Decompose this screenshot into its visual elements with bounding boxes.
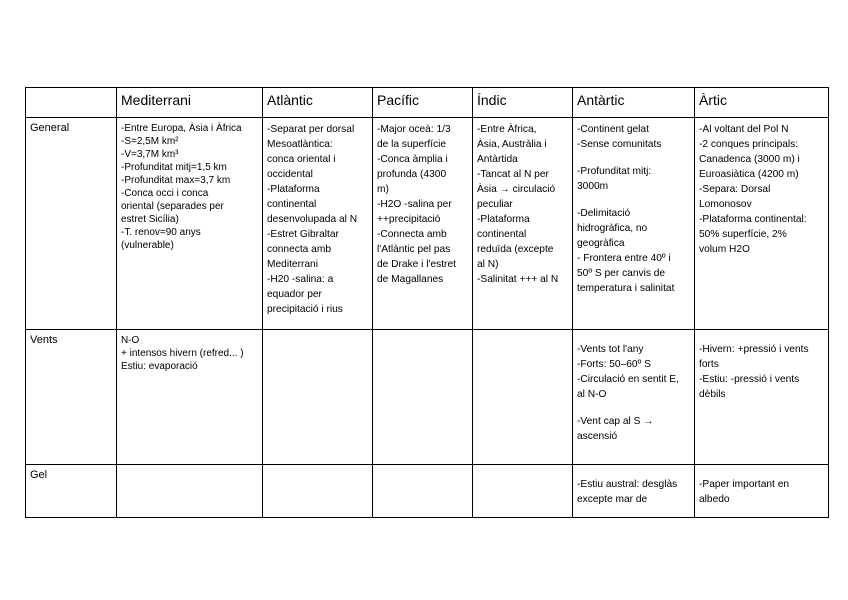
cell-text-line: m) [377, 184, 389, 195]
cell-text-line: Àsia → circulació [477, 184, 556, 195]
table-row-gel [26, 465, 829, 518]
cell-text-line: albedo [699, 494, 730, 505]
cell-text-line: ++precipitació [377, 214, 441, 225]
cell-gel-artic [695, 465, 829, 518]
cell-gel-antartic [573, 465, 695, 518]
cell-text-line: 50% superfície, 2% [699, 229, 787, 240]
cell-text-line: -Continent gelat [577, 124, 649, 135]
cell-text-line: -H2O -salina per [377, 199, 452, 210]
cell-text-line: equador per [267, 289, 322, 300]
cell-text-line: -Plataforma [267, 184, 320, 195]
cell-text-line: precipitació i rius [267, 304, 343, 315]
cell-blank-line [699, 469, 824, 477]
cell-vents-pacific [373, 330, 473, 465]
cell-text-line: forts [699, 359, 719, 370]
cell-text-line: Àsia, Austràlia i [477, 139, 547, 150]
cell-text-line: Mediterrani [267, 259, 318, 270]
cell-text-line: de Drake i l'estret [377, 259, 456, 270]
cell-general-artic [695, 118, 829, 330]
cell-text-line: hidrogràfica, no [577, 223, 648, 234]
cell-text-line: -Estiu austral: desglàs [577, 479, 678, 490]
cell-text-line: N-O [121, 335, 140, 346]
cell-gel-indic [473, 465, 573, 518]
cell-text-line: ascensió [577, 431, 618, 442]
cell-text-line: conca oriental i [267, 154, 336, 165]
cell-text-line: volum H2O [699, 244, 750, 255]
cell-text-line: 3000m [577, 181, 609, 192]
cell-text-line: profunda (4300 [377, 169, 447, 180]
cell-text-line: -Sense comunitats [577, 139, 662, 150]
cell-text-line: desenvolupada al N [267, 214, 358, 225]
cell-text-line: -Paper important en [699, 479, 790, 490]
cell-text-line: -Profunditat mitj=1,5 km [121, 162, 227, 173]
cell-text-line: -Separa: Dorsal [699, 184, 771, 195]
cell-vents-indic [473, 330, 573, 465]
cell-blank-line [577, 402, 690, 414]
cell-text-line: -Conca àmplia i [377, 154, 448, 165]
cell-vents-artic [695, 330, 829, 465]
cell-text-line: l'Atlàntic pel pas [377, 244, 451, 255]
row-header-general: General [26, 118, 117, 330]
cell-text-line: -Entre Europa, Àsia i Àfrica [121, 123, 242, 134]
column-header-artic: Àrtic [695, 88, 829, 118]
cell-text-line: dèbils [699, 389, 726, 400]
cell-text-line: + intensos hivern (refred... ) [121, 348, 244, 359]
cell-gel-mediterrani [117, 465, 263, 518]
cell-text-line: -Estiu: -pressió i vents [699, 374, 800, 385]
cell-text-line: temperatura i salinitat [577, 283, 675, 294]
cell-text-line: Antàrtida [477, 154, 518, 165]
cell-text-line: -Estret Gibraltar [267, 229, 339, 240]
cell-general-indic [473, 118, 573, 330]
cell-text-line: al N-O [577, 389, 607, 400]
cell-text-line: geogràfica [577, 238, 625, 249]
table-row-vents [26, 330, 829, 465]
cell-blank-line [577, 334, 690, 342]
column-header-atlantic: Atlàntic [263, 88, 373, 118]
cell-general-mediterrani [117, 118, 263, 330]
cell-text-line: Canadenca (3000 m) i [699, 154, 800, 165]
cell-text-line: -Entre Àfrica, [477, 124, 537, 135]
ocean-comparison-table [25, 87, 829, 518]
table-row-general [26, 118, 829, 330]
cell-text-line: -Vents tot l'any [577, 344, 644, 355]
cell-text-line: Lomonosov [699, 199, 752, 210]
cell-text-line: -2 conques principals: [699, 139, 799, 150]
cell-text-line: excepte mar de [577, 494, 648, 505]
cell-text-line: oriental (separades per [121, 201, 224, 212]
cell-text-line: -Conca occi i conca [121, 188, 209, 199]
cell-blank-line [577, 194, 690, 206]
row-header-vents: Vents [26, 330, 117, 465]
cell-general-antartic [573, 118, 695, 330]
cell-blank-line [577, 152, 690, 164]
column-header-mediterrani: Mediterrani [117, 88, 263, 118]
cell-text-line: -S=2,5M km² [121, 136, 179, 147]
cell-text-line: -Al voltant del Pol N [699, 124, 789, 135]
cell-blank-line [577, 469, 690, 477]
header-corner-cell [26, 88, 117, 118]
cell-vents-atlantic [263, 330, 373, 465]
column-header-indic: Índic [473, 88, 573, 118]
cell-gel-pacific [373, 465, 473, 518]
header-row [26, 88, 829, 118]
cell-text-line: -Plataforma [477, 214, 530, 225]
cell-text-line: estret Sicília) [121, 214, 179, 225]
cell-text-line: de la superfície [377, 139, 447, 150]
cell-text-line: -V=3,7M km³ [121, 149, 179, 160]
cell-text-line: (vulnerable) [121, 240, 174, 251]
cell-text-line: al N) [477, 259, 499, 270]
cell-text-line: -Profunditat mitj: [577, 166, 652, 177]
cell-vents-antartic [573, 330, 695, 465]
cell-text-line: -Connecta amb [377, 229, 447, 240]
cell-text-line: de Magallanes [377, 274, 444, 285]
cell-text-line: Euroasiàtica (4200 m) [699, 169, 799, 180]
cell-general-atlantic [263, 118, 373, 330]
cell-text-line: continental [267, 199, 317, 210]
column-header-antartic: Antàrtic [573, 88, 695, 118]
cell-vents-mediterrani [117, 330, 263, 465]
cell-text-line: continental [477, 229, 527, 240]
cell-text-line: -Separat per dorsal [267, 124, 355, 135]
cell-text-line: -Major oceà: 1/3 [377, 124, 451, 135]
cell-text-line: peculiar [477, 199, 513, 210]
cell-text-line: -Profunditat max=3,7 km [121, 175, 231, 186]
cell-text-line: -Hivern: +pressió i vents [699, 344, 809, 355]
cell-text-line: -Salinitat +++ al N [477, 274, 559, 285]
cell-text-line: occidental [267, 169, 313, 180]
cell-text-line: -T. renov=90 anys [121, 227, 201, 238]
cell-blank-line [699, 334, 824, 342]
cell-text-line: 50º S per canvis de [577, 268, 666, 279]
cell-text-line: -H20 -salina: a [267, 274, 334, 285]
cell-text-line: connecta amb [267, 244, 331, 255]
cell-text-line: - Frontera entre 40º i [577, 253, 671, 264]
cell-text-line: Estiu: evaporació [121, 361, 198, 372]
cell-general-pacific [373, 118, 473, 330]
cell-text-line: -Delimitació [577, 208, 631, 219]
cell-text-line: Mesoatlàntica: [267, 139, 333, 150]
row-header-gel: Gel [26, 465, 117, 518]
cell-text-line: -Forts: 50–60º S [577, 359, 651, 370]
cell-text-line: -Vent cap al S → [577, 416, 654, 427]
cell-text-line: -Plataforma continental: [699, 214, 807, 225]
cell-gel-atlantic [263, 465, 373, 518]
column-header-pacific: Pacífic [373, 88, 473, 118]
cell-text-line: -Tancat al N per [477, 169, 549, 180]
cell-text-line: reduïda (excepte [477, 244, 554, 255]
cell-text-line: -Circulació en sentit E, [577, 374, 679, 385]
